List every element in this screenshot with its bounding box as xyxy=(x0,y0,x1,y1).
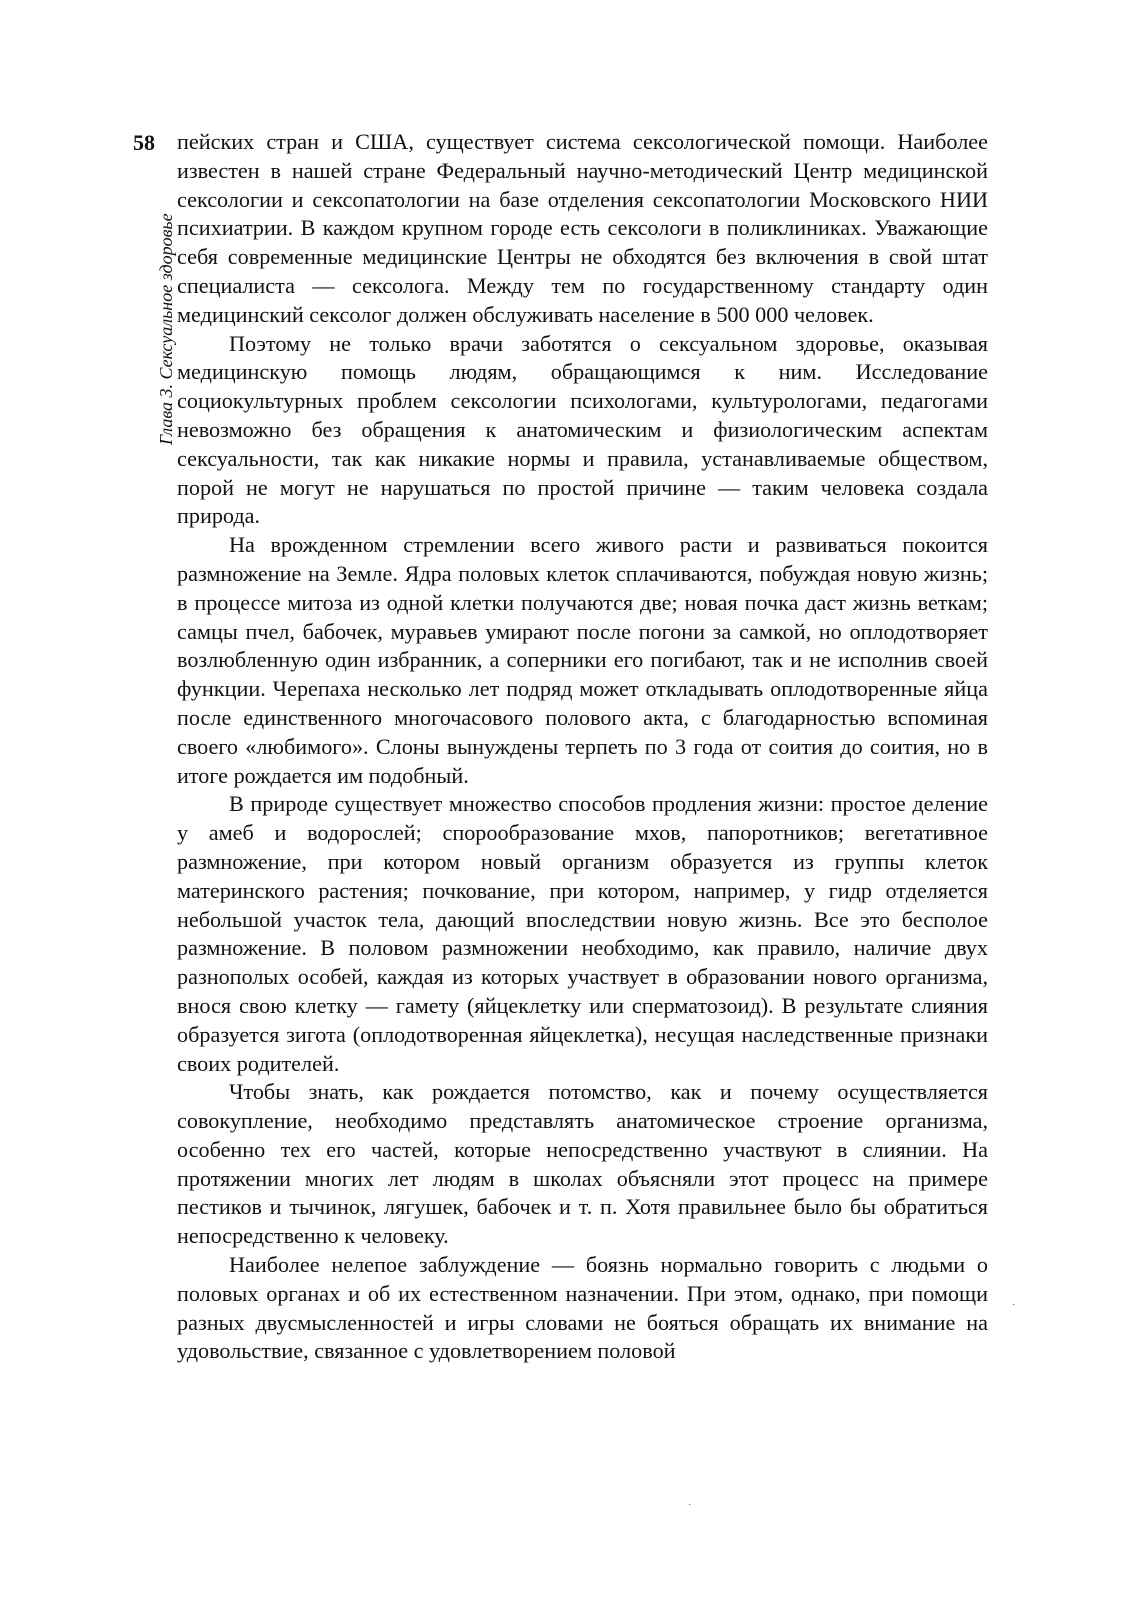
running-head: Глава 3. Сексуальное здоровье xyxy=(156,213,176,445)
paragraph-3: На врожденном стремлении всего живого расти и развиваться покоится размножение на Земле. Ядра половых клеток сплачиваются, побуждая новую жизнь; в процессе митоза из одной клетки получаются две; новая почка даст жизнь веткам; самцы пчел, бабочек, муравьев умирают после погони за самкой, но оплодотворяет возлюбленную один избранник, а соперники его погибают, так и не исполнив своей функции. Черепаха несколько лет подряд может откладывать оплодотворенные яйца после единственного многочасового полового акта, с благодарностью вспоминая своего «любимого». Слоны вынуждены терпеть по 3 года от соития до соития, но в итоге рождается им подобный. xyxy=(177,532,988,788)
paragraph-4: В природе существует множество способов продления жизни: простое деление у амеб и водорослей; спорообразование мхов, папоротников; вегетативное размножение, при котором новый организм образуется из группы клеток материнского растения; почкование, при котором, например, у гидр отделяется небольшой участок тела, дающий впоследствии новую жизнь. Все это бесполое размножение. В половом размножении необходимо, как правило, наличие двух разнополых особей, каждая из которых участвует в образовании нового организма, внося свою клетку — гамету (яйцеклетку или сперматозоид). В результате слияния образуется зигота (оплодотворенная яйцеклетка), несущая наследственные признаки своих родителей. xyxy=(177,791,988,1076)
paragraph-1: пейских стран и США, существует система сексологической помощи. Наиболее известен в нашей стране Федеральный научно-методический Центр медицинской сексологии и сексопатологии на базе отделения сексопатологии Московского НИИ психиатрии. В каждом крупном городе есть сексологи в поликлиниках. Уважающие себя современные медицинские Центры не обходятся без включения в свой штат специалиста — сексолога. Между тем по государственному стандарту один медицинский сексолог должен обслуживать население в 500 000 человек. xyxy=(177,129,988,327)
paragraph-2: Поэтому не только врачи заботятся о сексуальном здоровье, оказывая медицинскую помощь людям, обращающимся к ним. Исследование социокультурных проблем сексологии психологами, культурологами, педагогами невозможно без обращения к анатомическим и физиологическим аспектам сексуальности, так как никакие нормы и правила, устанавливаемые обществом, порой не могут не нарушаться по простой причине — таким человека создала природа. xyxy=(177,330,988,529)
page-number: 58 xyxy=(133,130,155,155)
body-text xyxy=(177,128,988,1366)
scan-speck: · xyxy=(1012,1300,1016,1311)
scan-speck: · xyxy=(688,1500,692,1511)
paragraph-5: Чтобы знать, как рождается потомство, как и почему осуществляется совокупление, необходимо представлять анатомическое строение организма, особенно тех его частей, которые непосредственно участвуют в слиянии. На протяжении многих лет людям в школах объясняли этот процесс на примере пестиков и тычинок, лягушек, бабочек и т. п. Хотя правильнее было бы обратиться непосредственно к человеку. xyxy=(177,1079,988,1249)
paragraph-6: Наиболее нелепое заблуждение — боязнь нормально говорить с людьми о половых органах и об их естественном назначении. При этом, однако, при помощи разных двусмысленностей и игры словами не бояться обращать их внимание на удовольствие, связанное с удовлетворением половой xyxy=(177,1252,988,1364)
